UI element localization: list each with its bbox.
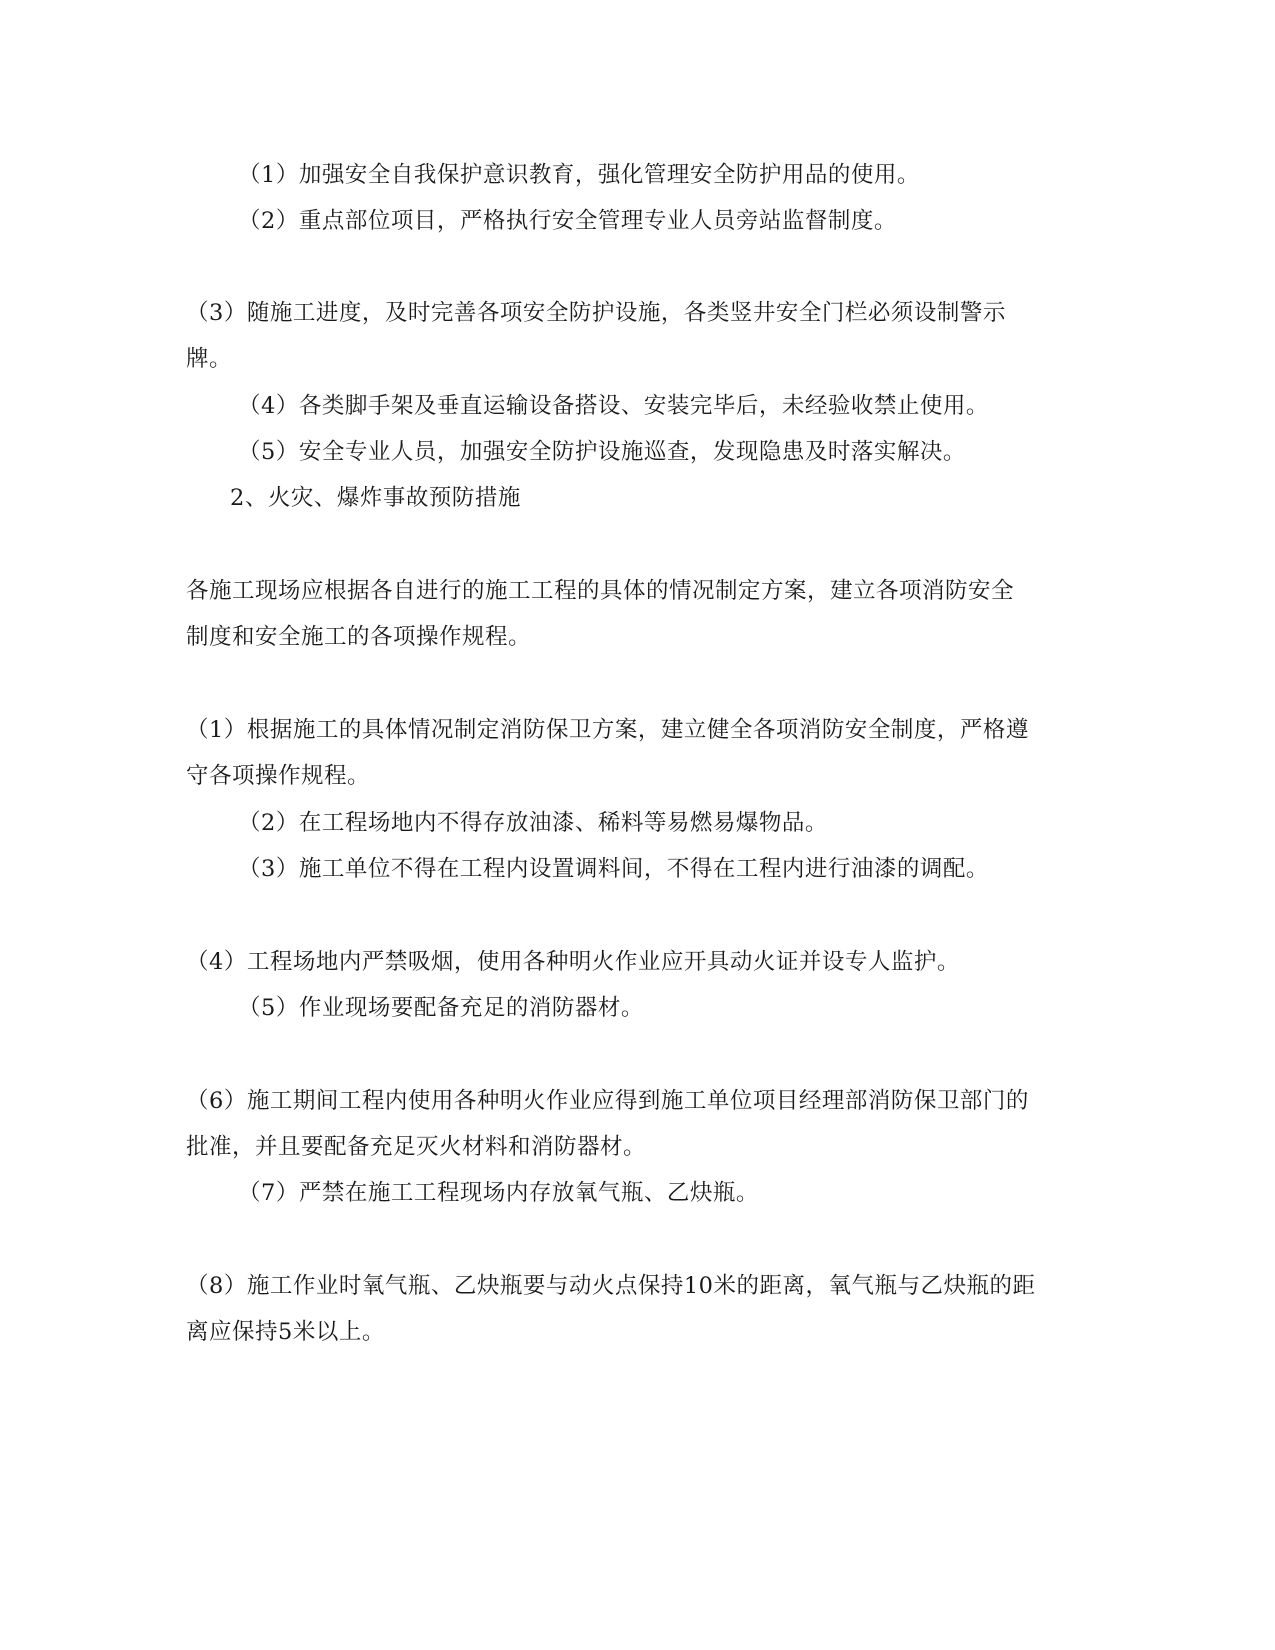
paragraph-safety-2: （2）重点部位项目，严格执行安全管理专业人员旁站监督制度。 — [238, 208, 897, 234]
paragraph-safety-3: （3）随施工进度，及时完善各项安全防护设施，各类竖井安全门栏必须设制警示牌。 — [186, 300, 1006, 372]
paragraph-fire-intro: 各施工现场应根据各自进行的施工工程的具体的情况制定方案，建立各项消防安全制度和安全施工的各项操作规程。 — [186, 578, 1015, 650]
paragraph-fire-7: （7）严禁在施工工程现场内存放氧气瓶、乙炔瓶。 — [238, 1180, 759, 1206]
paragraph-safety-4: （4）各类脚手架及垂直运输设备搭设、安装完毕后，未经验收禁止使用。 — [238, 393, 989, 419]
section-heading-fire: 2、火灾、爆炸事故预防措施 — [230, 485, 521, 511]
paragraph-safety-5: （5）安全专业人员，加强安全防护设施巡查，发现隐患及时落实解决。 — [238, 439, 966, 465]
paragraph-fire-3: （3）施工单位不得在工程内设置调料间，不得在工程内进行油漆的调配。 — [238, 856, 989, 882]
paragraph-fire-8: （8）施工作业时氧气瓶、乙炔瓶要与动火点保持10米的距离，氧气瓶与乙炔瓶的距离应保持5米以上。 — [186, 1273, 1036, 1345]
paragraph-fire-1: （1）根据施工的具体情况制定消防保卫方案，建立健全各项消防安全制度，严格遵守各项操作规程。 — [186, 717, 1029, 789]
paragraph-fire-4: （4）工程场地内严禁吸烟，使用各种明火作业应开具动火证并设专人监护。 — [186, 949, 960, 975]
paragraph-fire-2: （2）在工程场地内不得存放油漆、稀料等易燃易爆物品。 — [238, 810, 828, 836]
paragraph-safety-1: （1）加强安全自我保护意识教育，强化管理安全防护用品的使用。 — [238, 162, 920, 188]
paragraph-fire-6: （6）施工期间工程内使用各种明火作业应得到施工单位项目经理部消防保卫部门的批准，并且要配备充足灭火材料和消防器材。 — [186, 1088, 1029, 1160]
paragraph-fire-5: （5）作业现场要配备充足的消防器材。 — [238, 995, 644, 1021]
